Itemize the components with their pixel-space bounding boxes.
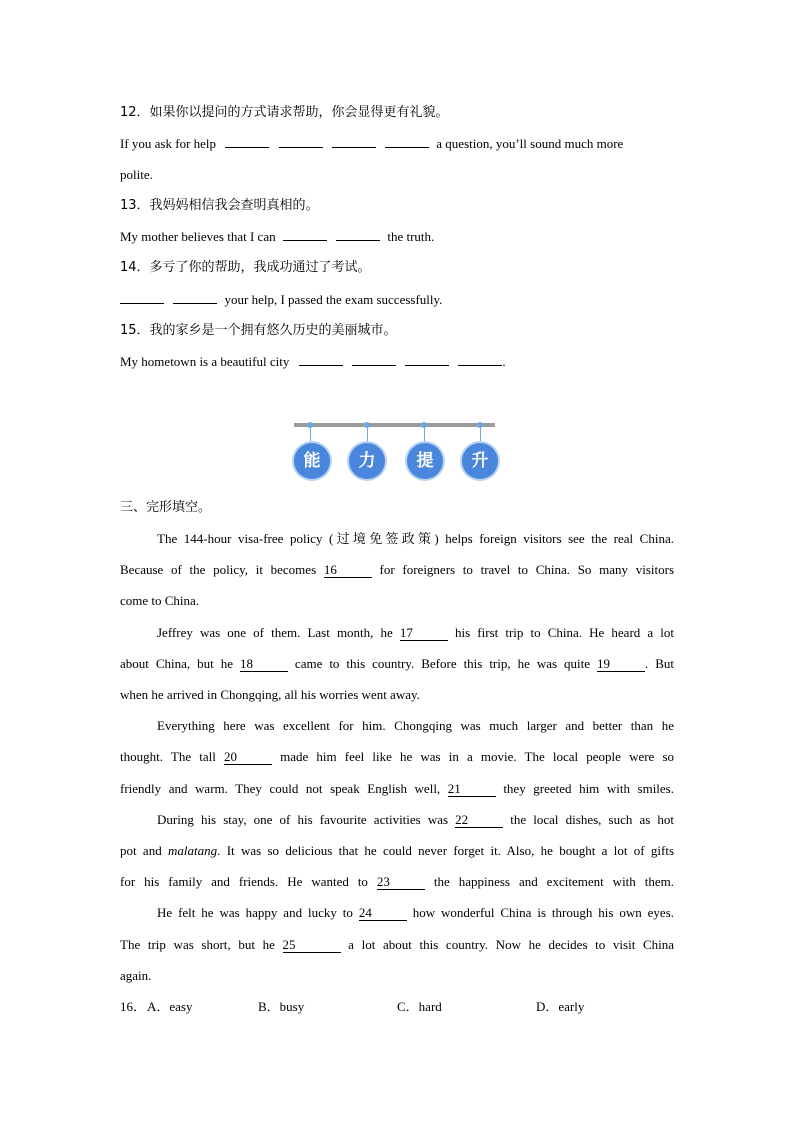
passage-text: . It was so delicious that he could never forget it. Also, he bought a lot of gifts xyxy=(217,843,675,858)
passage-line xyxy=(120,780,674,798)
passage-text: Jeffrey was one of them. Last month, he xyxy=(157,625,393,640)
passage-text: During his stay, one of his favourite activities was xyxy=(157,812,449,827)
passage-line: come to China. xyxy=(120,593,200,608)
q14-text-b: your help, I passed the exam successfully. xyxy=(224,292,443,307)
passage-line xyxy=(157,811,674,829)
passage-line xyxy=(120,936,674,954)
answer-blank[interactable] xyxy=(385,135,429,148)
banner-char-circle: 能 xyxy=(294,443,330,479)
cloze-blank[interactable]: 20 xyxy=(224,750,272,765)
q13-english xyxy=(120,228,434,246)
banner-stem xyxy=(310,427,311,443)
cloze-blank[interactable]: 18 xyxy=(240,657,288,672)
passage-line: again. xyxy=(120,968,152,983)
banner-char-circle: 升 xyxy=(462,443,498,479)
cloze-blank[interactable]: 16 xyxy=(324,563,372,578)
passage-text: friendly and warm. They could not speak English well, xyxy=(120,781,441,796)
banner-stem xyxy=(424,427,425,443)
passage-italic: malatang xyxy=(168,843,218,858)
ability-banner xyxy=(294,419,500,483)
q16-option-b[interactable]: B．busy xyxy=(258,999,305,1014)
passage-text: The trip was short, but he xyxy=(120,937,275,952)
section-heading: 三、完形填空。 xyxy=(120,500,212,515)
passage-text: about China, but he xyxy=(120,656,233,671)
answer-blank[interactable] xyxy=(458,353,502,366)
q12-text-a: If you ask for help xyxy=(120,136,217,151)
passage-line xyxy=(120,748,674,766)
q12-english-line1 xyxy=(120,135,623,153)
passage-line: The 144-hour visa-free policy (过境免签政策) helps foreign visitors see the real China. xyxy=(157,531,674,546)
answer-blank[interactable] xyxy=(332,135,376,148)
q15-chinese: 15．我的家乡是一个拥有悠久历史的美丽城市。 xyxy=(120,323,397,338)
passage-line xyxy=(157,904,674,922)
cloze-blank[interactable]: 24 xyxy=(359,906,407,921)
passage-text: the happiness and excitement with them. xyxy=(433,874,674,889)
q16-number: 16． xyxy=(120,999,147,1014)
passage-line xyxy=(120,655,674,673)
passage-text: his first trip to China. He heard a lot xyxy=(455,625,674,640)
passage-text: thought. The tall xyxy=(120,749,216,764)
answer-blank[interactable] xyxy=(173,291,217,304)
passage-line: Everything here was excellent for him. Chongqing was much larger and better than he xyxy=(157,718,674,733)
passage-line xyxy=(157,624,674,642)
passage-line xyxy=(120,561,674,579)
q14-chinese: 14．多亏了你的帮助，我成功通过了考试。 xyxy=(120,260,371,275)
passage-text: how wonderful China is through his own eyes. xyxy=(412,905,675,920)
answer-blank[interactable] xyxy=(352,353,396,366)
passage-text: a lot about this country. Now he decides to visit China xyxy=(348,937,675,952)
passage-line xyxy=(120,842,674,860)
q13-chinese: 13．我妈妈相信我会查明真相的。 xyxy=(120,198,319,213)
cloze-blank[interactable]: 22 xyxy=(455,813,503,828)
answer-blank[interactable] xyxy=(299,353,343,366)
q13-text-a: My mother believes that I can xyxy=(120,229,276,244)
answer-blank[interactable] xyxy=(405,353,449,366)
q16-option-a[interactable]: A．easy xyxy=(147,999,193,1014)
banner-stem xyxy=(367,427,368,443)
banner-char-circle: 提 xyxy=(407,443,443,479)
answer-blank[interactable] xyxy=(336,228,380,241)
cloze-blank[interactable]: 21 xyxy=(448,782,496,797)
q15-text-a: My hometown is a beautiful city xyxy=(120,354,290,369)
banner-bar xyxy=(294,423,495,427)
q15-text-b: . xyxy=(502,354,506,369)
q15-english xyxy=(120,353,506,371)
passage-text: for his family and friends. He wanted to xyxy=(120,874,368,889)
cloze-blank[interactable]: 25 xyxy=(283,938,341,953)
passage-text: for foreigners to travel to China. So many visitors xyxy=(379,562,675,577)
q12-text-b: a question, you’ll sound much more xyxy=(436,136,624,151)
q12-english-line2: polite. xyxy=(120,167,153,182)
banner-stem xyxy=(480,427,481,443)
passage-text: made him feel like he was in a movie. The local people were so xyxy=(280,749,675,764)
passage-text: He felt he was happy and lucky to xyxy=(157,905,353,920)
cloze-blank[interactable]: 23 xyxy=(377,875,425,890)
answer-blank[interactable] xyxy=(120,291,164,304)
cloze-blank[interactable]: 17 xyxy=(400,626,448,641)
passage-line xyxy=(120,873,674,891)
q12-chinese: 12．如果你以提问的方式请求帮助，你会显得更有礼貌。 xyxy=(120,105,449,120)
passage-line: when he arrived in Chongqing, all his worries went away. xyxy=(120,687,420,702)
cloze-blank[interactable]: 19 xyxy=(597,657,645,672)
passage-text: came to this country. Before this trip, he was quite xyxy=(294,656,591,671)
q16-option-d[interactable]: D．early xyxy=(536,999,585,1014)
passage-text: they greeted him with smiles. xyxy=(503,781,674,796)
answer-blank[interactable] xyxy=(283,228,327,241)
q14-english xyxy=(120,291,442,309)
q13-text-b: the truth. xyxy=(387,229,435,244)
q16-option-c[interactable]: C．hard xyxy=(397,999,442,1014)
answer-blank[interactable] xyxy=(279,135,323,148)
passage-text: the local dishes, such as hot xyxy=(510,812,674,827)
banner-char-circle: 力 xyxy=(349,443,385,479)
passage-text: Because of the policy, it becomes xyxy=(120,562,317,577)
passage-text: pot and xyxy=(120,843,162,858)
passage-text: . But xyxy=(644,656,674,671)
answer-blank[interactable] xyxy=(225,135,269,148)
